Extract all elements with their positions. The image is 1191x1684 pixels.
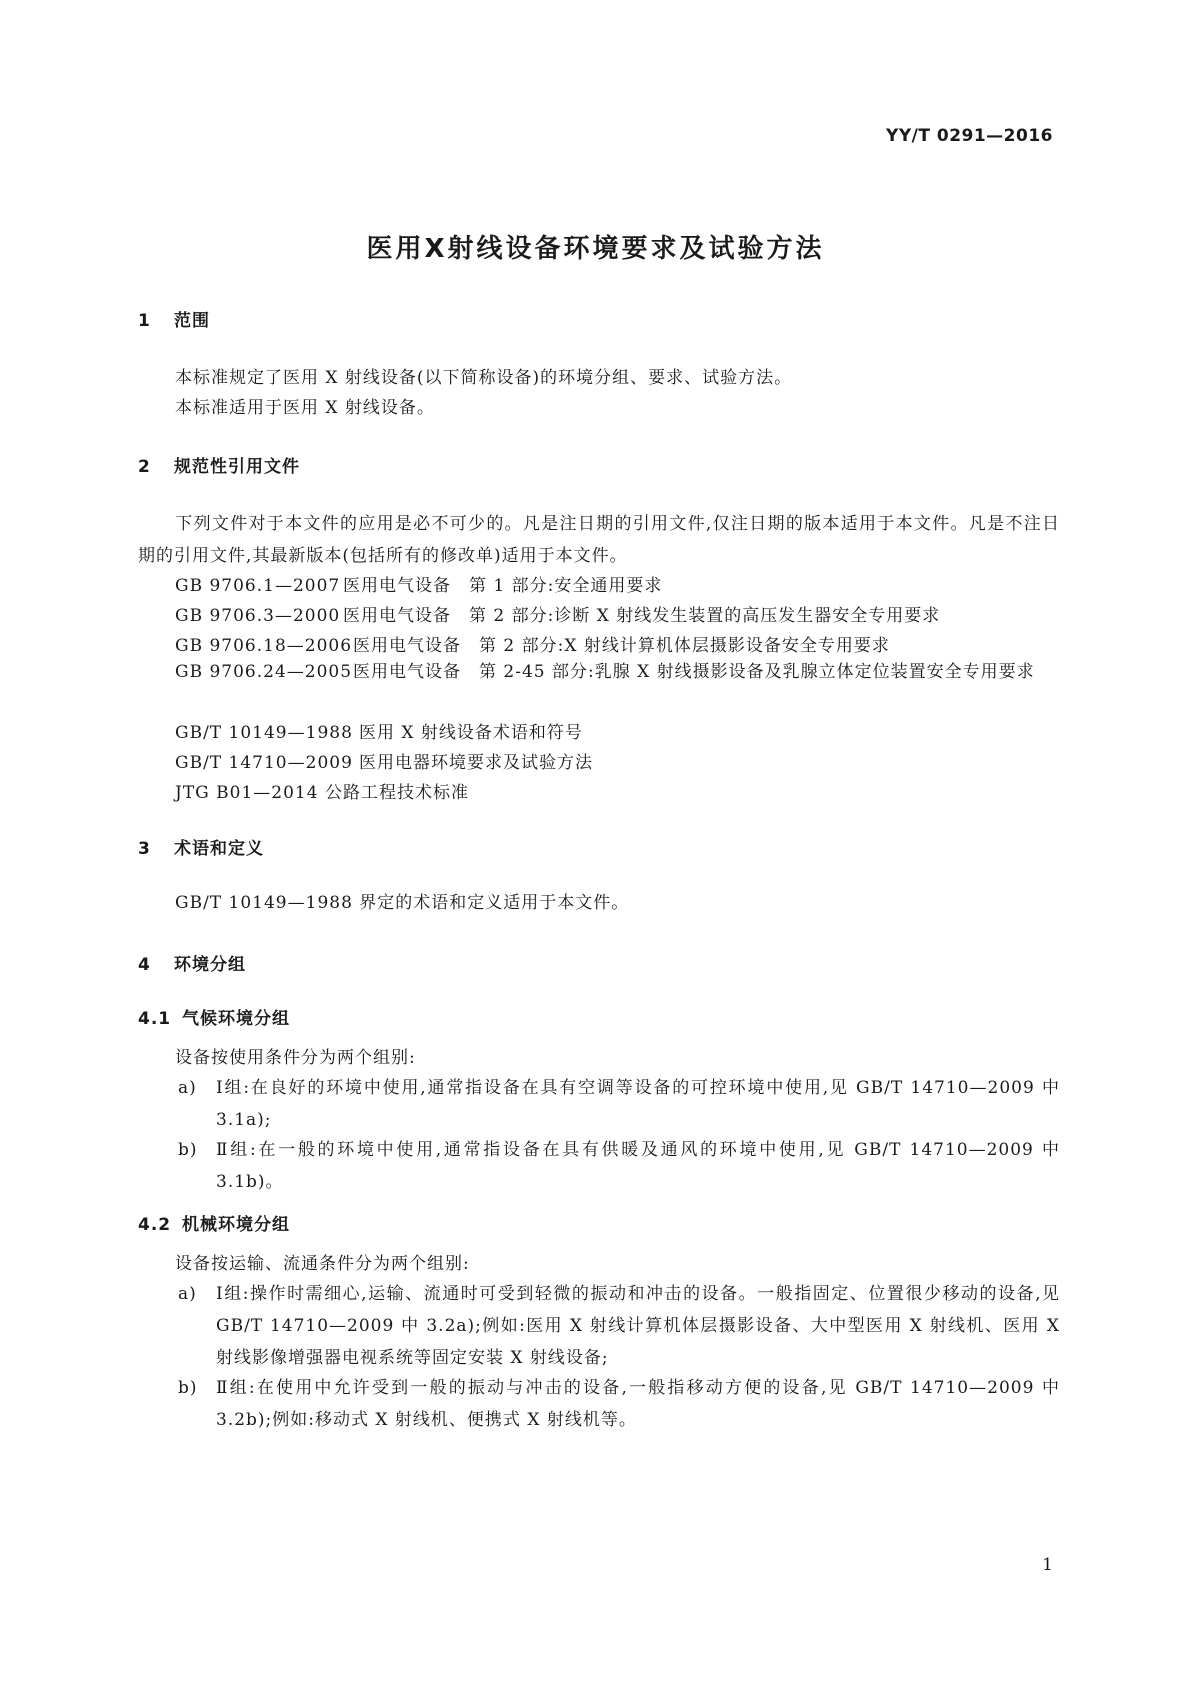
- section-4-1-heading: [138, 1004, 290, 1029]
- section-title: 范围: [174, 311, 210, 331]
- section-title: 环境分组: [174, 955, 246, 975]
- reference-item: GB 9706.3—2000 医用电气设备 第 2 部分:诊断 X 射线发生装置的高压发生器安全专用要求: [175, 606, 941, 626]
- reference-item: GB 9706.1—2007 医用电气设备 第 1 部分:安全通用要求: [175, 576, 663, 596]
- reference-item: JTG B01—2014 公路工程技术标准: [175, 783, 469, 803]
- section-1-heading: [138, 306, 210, 331]
- page-number: 1: [1042, 1555, 1053, 1575]
- section-4-heading: [138, 950, 246, 975]
- section-title: 规范性引用文件: [174, 457, 300, 477]
- section-number: 4.1: [138, 1009, 172, 1029]
- section-number: 4.2: [138, 1215, 172, 1235]
- list-item: b) Ⅱ组:在一般的环境中使用,通常指设备在具有供暖及通风的环境中使用,见 GB/T 14710—2009 中 3.1b)。: [178, 1140, 1060, 1192]
- section-title: 气候环境分组: [182, 1009, 290, 1029]
- list-item: a) Ⅰ组:操作时需细心,运输、流通时可受到轻微的振动和冲击的设备。一般指固定、位置很少移动的设备,见 GB/T 14710—2009 中 3.2a);例如:医用 X 射线计算机体层摄影设备、大中型医用 X 射线机、医用 X 射线影像增强器电视系统等固定安装 X 射线设备;: [178, 1284, 1060, 1368]
- section-number: 3: [138, 839, 151, 859]
- list-item: b) Ⅱ组:在使用中允许受到一般的振动与冲击的设备,一般指移动方便的设备,见 GB/T 14710—2009 中 3.2b);例如:移动式 X 射线机、便携式 X 射线机等。: [178, 1378, 1060, 1430]
- document-number: YY/T 0291—2016: [886, 126, 1053, 146]
- section-title: 机械环境分组: [182, 1215, 290, 1235]
- reference-item: GB 9706.24—2005医用电气设备 第 2-45 部分:乳腺 X 射线摄影设备及乳腺立体定位装置安全专用要求: [175, 662, 1035, 682]
- reference-item: GB/T 10149—1988 医用 X 射线设备术语和符号: [175, 723, 583, 743]
- reference-item: GB/T 14710—2009 医用电器环境要求及试验方法: [175, 753, 593, 773]
- section-number: 2: [138, 457, 151, 477]
- section-number: 4: [138, 955, 151, 975]
- section-4-1-intro: 设备按使用条件分为两个组别:: [175, 1048, 416, 1068]
- list-item: a) Ⅰ组:在良好的环境中使用,通常指设备在具有空调等设备的可控环境中使用,见 GB/T 14710—2009 中 3.1a);: [178, 1078, 1060, 1130]
- section-4-2-intro: 设备按运输、流通条件分为两个组别:: [175, 1254, 470, 1274]
- section-number: 1: [138, 311, 151, 331]
- section-2-heading: [138, 452, 300, 477]
- section-4-2-heading: [138, 1210, 290, 1235]
- section-3-heading: [138, 834, 264, 859]
- section-3-para: GB/T 10149—1988 界定的术语和定义适用于本文件。: [175, 893, 630, 913]
- document-title: 医用X射线设备环境要求及试验方法: [366, 234, 825, 264]
- section-title: 术语和定义: [174, 839, 264, 859]
- section-2-intro: 下列文件对于本文件的应用是必不可少的。凡是注日期的引用文件,仅注日期的版本适用于本文件。凡是不注日期的引用文件,其最新版本(包括所有的修改单)适用于本文件。: [138, 514, 1060, 566]
- section-1-para-1: 本标准规定了医用 X 射线设备(以下简称设备)的环境分组、要求、试验方法。: [175, 368, 793, 388]
- reference-item: GB 9706.18—2006医用电气设备 第 2 部分:X 射线计算机体层摄影设备安全专用要求: [175, 636, 890, 656]
- section-1-para-2: 本标准适用于医用 X 射线设备。: [175, 398, 435, 418]
